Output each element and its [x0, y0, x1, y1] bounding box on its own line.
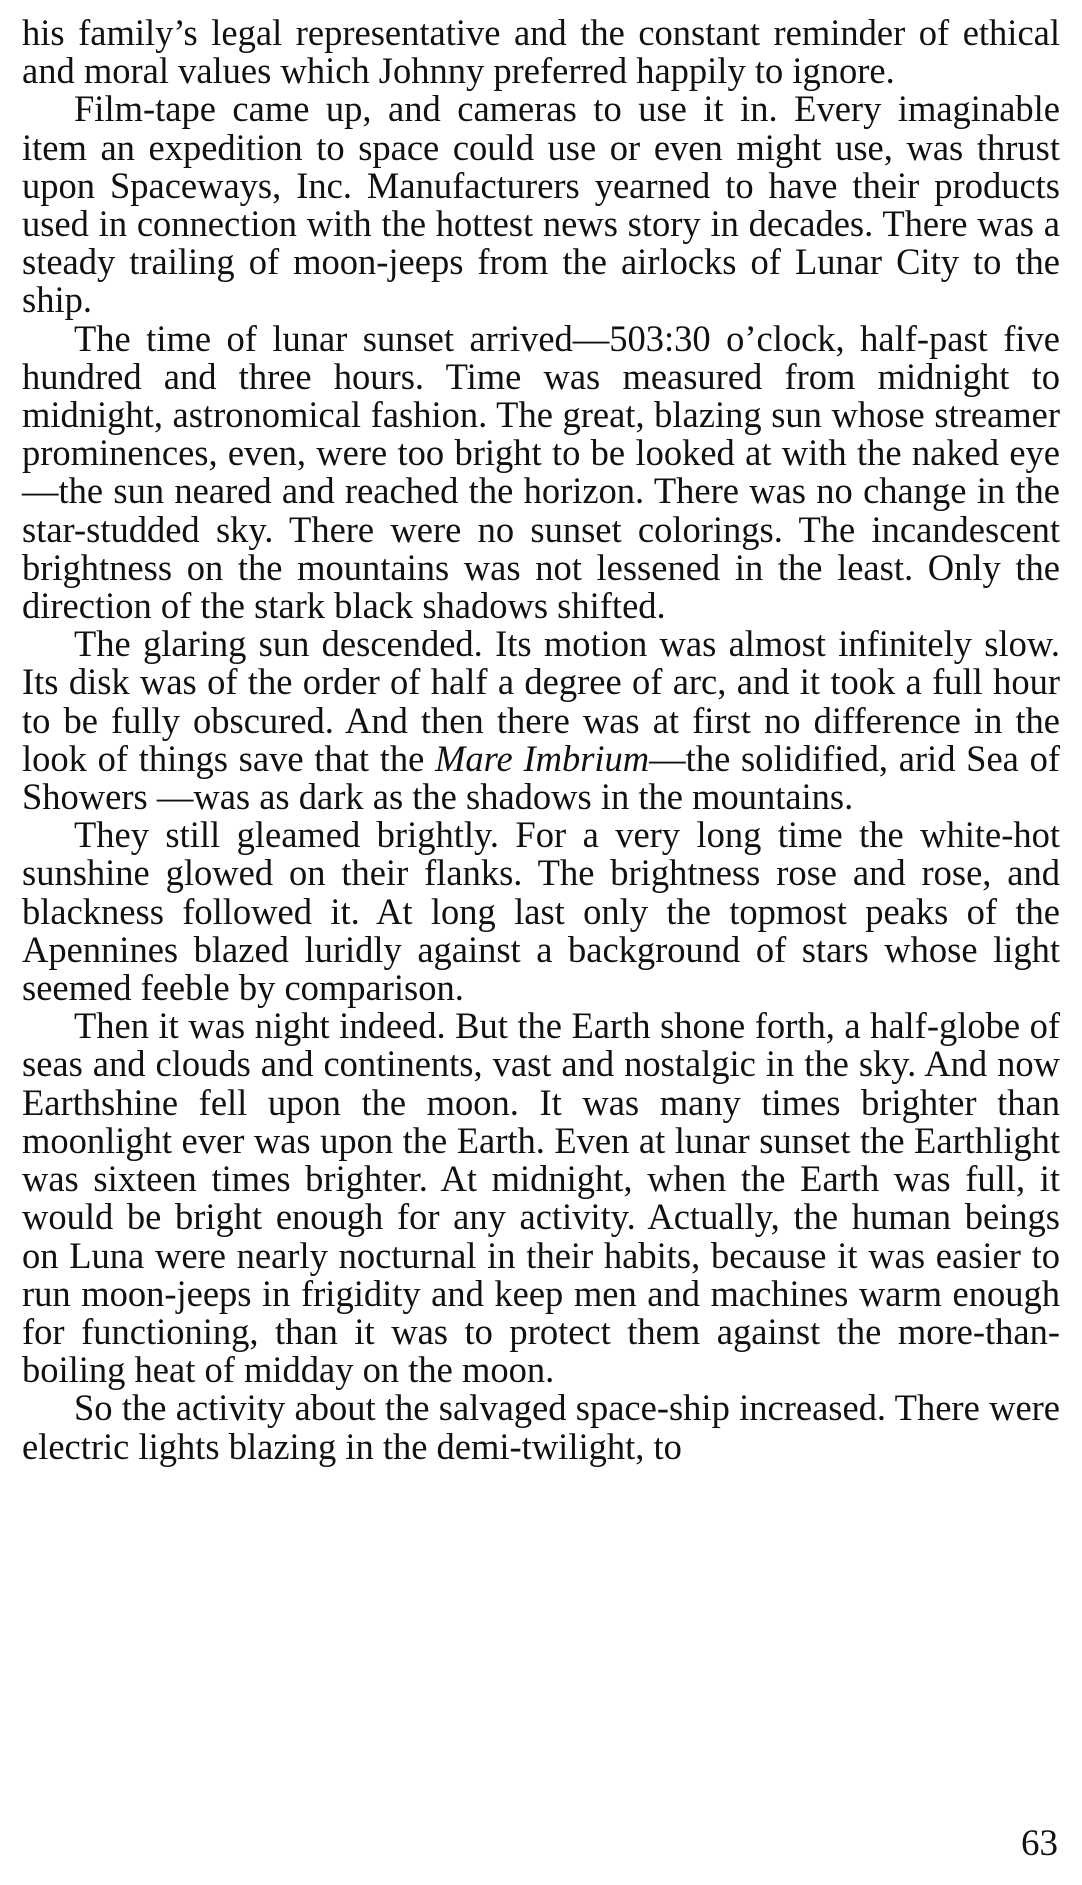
paragraph-4-part-1: The glaring sun descended. Its motion was almost infinitely slow. Its disk was of the order of half a degree of arc, and it took a full hour to be fully obscured. And then there was at first no difference in the look of things save that the	[22, 623, 1060, 779]
paragraph-3: The time of lunar sunset arrived—503:30 o’clock, half-past five hundred and three hours. Time was measured from midnight to midnight, astronomical fashion. The great, blazing sun whose streamer prominences, even, were too bright to be looked at with the naked eye—the sun neared and reached the horizon. There was no change in the star-studded sky. There were no sunset colorings. The incandescent brightness on the mountains was not lessened in the least. Only the direction of the stark black shadows shifted.	[22, 317, 1060, 627]
paragraph-4-part-2: —the solidified, arid Sea of Showers —was as dark as the shadows in the mountains.	[22, 737, 1060, 818]
paragraph-6: Then it was night indeed. But the Earth shone forth, a half-globe of seas and clouds and continents, vast and nostalgic in the sky. And now Earthshine fell upon the moon. It was many times brighter than moonlight ever was upon the Earth. Even at lunar sunset the Earthlight was sixteen times brighter. At midnight, when the Earth was full, it would be bright enough for any activity. Actually, the human beings on Luna were nearly nocturnal in their habits, because it was easier to run moon-jeeps in frigidity and keep men and machines warm enough for functioning, than it was to protect them against the more-than-boiling heat of midday on the moon.	[22, 1005, 1060, 1391]
paragraph-4-italic-term: Mare Imbrium	[435, 737, 650, 779]
page-number: 63	[1021, 1823, 1058, 1864]
paragraph-7: So the activity about the salvaged space-ship increased. There were electric lights blazing in the demi-twilight, to	[22, 1387, 1060, 1467]
paragraph-5: They still gleamed brightly. For a very long time the white-hot sunshine glowed on their flanks. The brightness rose and rose, and blackness followed it. At long last only the topmost peaks of the Apennines blazed luridly against a background of stars whose light seemed feeble by comparison.	[22, 814, 1060, 1009]
book-page	[22, 14, 1060, 1874]
paragraph-2: Film-tape came up, and cameras to use it in. Every imaginable item an expedition to space could use or even might use, was thrust upon Spaceways, Inc. Manufacturers yearned to have their products used in connection with the hottest news story in decades. There was a steady trailing of moon-jeeps from the airlocks of Lunar City to the ship.	[22, 88, 1060, 321]
paragraph-4	[22, 625, 1060, 816]
paragraph-1: his family’s legal representative and the constant reminder of ethical and moral values which Johnny preferred happily to ignore.	[22, 12, 1060, 92]
